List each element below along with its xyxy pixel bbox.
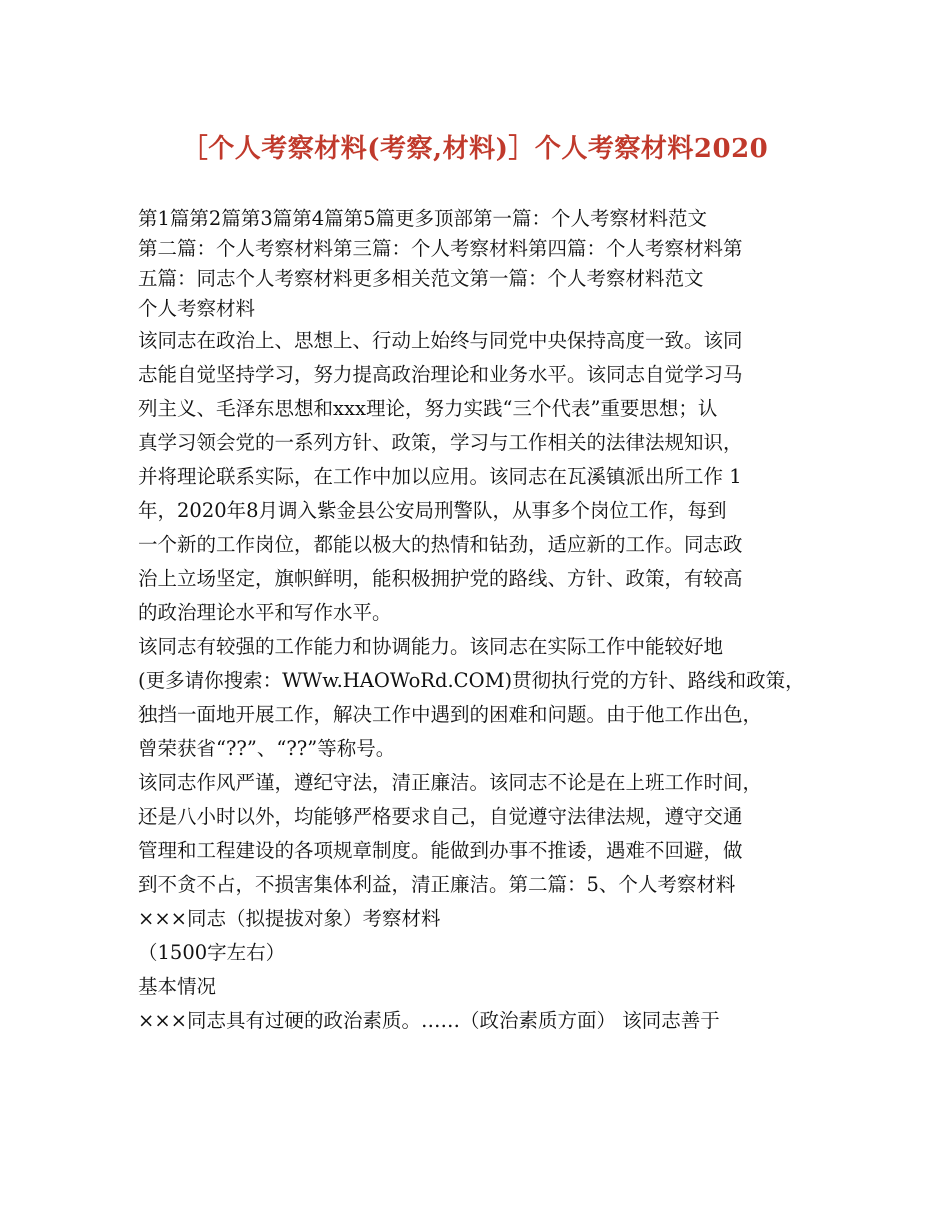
body-line: 治上立场坚定，旗帜鲜明，能积极拥护党的路线、方针、政策，有较高 (138, 567, 743, 590)
body-line: 曾荣获省“??”、“??”等称号。 (138, 737, 396, 760)
body-line: 一个新的工作岗位，都能以极大的热情和钻劲，适应新的工作。同志政 (138, 533, 743, 556)
body-line: 年，2020年8月调入紫金县公安局刑警队，从事多个岗位工作，每到 (138, 499, 727, 522)
body-line: 五篇：同志个人考察材料更多相关范文第一篇：个人考察材料范文 (138, 267, 704, 290)
body-line: 独挡一面地开展工作，解决工作中遇到的困难和问题。由于他工作出色， (138, 703, 763, 726)
body-line: 列主义、毛泽东思想和xxx理论，努力实践“三个代表”重要思想；认 (138, 397, 718, 420)
document-title: ［个人考察材料(考察,材料)］个人考察材料2020 (181, 134, 769, 164)
document-body (138, 204, 818, 1038)
body-line: 第1篇第2篇第3篇第4篇第5篇更多顶部第一篇：个人考察材料范文 (138, 207, 708, 230)
body-line: 真学习领会党的一系列方针、政策，学习与工作相关的法律法规知识， (138, 431, 743, 454)
body-line: 该同志有较强的工作能力和协调能力。该同志在实际工作中能较好地 (138, 635, 724, 658)
body-line: 的政治理论水平和写作水平。 (138, 601, 392, 624)
body-line: 第二篇：个人考察材料第三篇：个人考察材料第四篇：个人考察材料第 (138, 237, 743, 260)
body-line: 并将理论联系实际，在工作中加以应用。该同志在瓦溪镇派出所工作 1 (138, 465, 742, 488)
body-line: (更多请你搜索：WWw.HAOWoRd.COM)贯彻执行党的方针、路线和政策， (138, 669, 805, 692)
body-line: 还是八小时以外，均能够严格要求自己，自觉遵守法律法规，遵守交通 (138, 805, 743, 828)
body-line: ×××同志（拟提拔对象）考察材料 (138, 907, 441, 930)
body-line: 该同志作风严谨，遵纪守法，清正廉洁。该同志不论是在上班工作时间， (138, 771, 763, 794)
body-line: （1500字左右） (138, 941, 286, 964)
body-line: ×××同志具有过硬的政治素质。……（政治素质方面） 该同志善于 (138, 1009, 720, 1032)
body-line: 志能自觉坚持学习，努力提高政治理论和业务水平。该同志自觉学习马 (138, 363, 743, 386)
body-line: 个人考察材料 (138, 297, 256, 320)
body-line: 基本情况 (138, 975, 217, 998)
body-line: 管理和工程建设的各项规章制度。能做到办事不推诿，遇难不回避，做 (138, 839, 743, 862)
body-line: 该同志在政治上、思想上、行动上始终与同党中央保持高度一致。该同 (138, 329, 743, 352)
body-line: 到不贪不占，不损害集体利益，清正廉洁。第二篇：5、个人考察材料 (138, 873, 736, 896)
